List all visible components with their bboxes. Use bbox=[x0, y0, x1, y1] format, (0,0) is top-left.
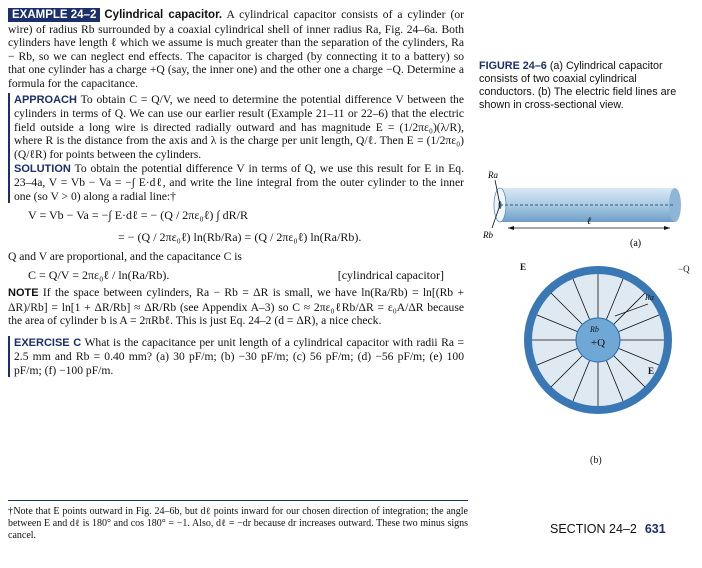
example-intro bbox=[8, 8, 464, 91]
section-label: SECTION 24–2 bbox=[550, 522, 637, 536]
solution-label: SOLUTION bbox=[14, 162, 71, 175]
equation-3: C = Q/V = 2πε₀ℓ / ln(Ra/Rb). bbox=[28, 267, 170, 282]
page-number: 631 bbox=[644, 522, 666, 536]
note-text: If the space between cylinders, Ra − Rb = ΔR is small, we have ln(Ra/Rb) = ln[(Rb + ΔR)/Rb] = ln[1 + ΔR/Rb] ≈ ΔR/Rb (see Appendix A–3) so C ≈ 2πε₀ℓRb/ΔR = ε₀A/ΔR because the area of cylinder b is A = 2πRbℓ. This is just Eq. 24–2 (d = ΔR), a nice check. bbox=[8, 285, 464, 328]
equation-block bbox=[8, 208, 464, 244]
proportional-text: Q and V are proportional, and the capacitance C is bbox=[8, 250, 242, 264]
length-arrow-right-head bbox=[664, 226, 670, 230]
footnote-rule bbox=[8, 500, 468, 501]
exercise-label: EXERCISE C bbox=[14, 336, 82, 349]
exercise-text: What is the capacitance per unit length of a cylindrical capacitor with radii Ra = 2.5 mm and Rb = 0.40 mm? (a) 30 pF/m; (b) −30 pF/m; (c) 56 pF/m; (d) −56 pF/m; (e) 100 pF/m; (f) −100 pF/m. bbox=[14, 335, 464, 377]
note-paragraph bbox=[8, 286, 464, 328]
equation-3-tag: [cylindrical capacitor] bbox=[337, 267, 444, 282]
figure-b-label: (b) bbox=[590, 455, 602, 466]
solution-block bbox=[8, 162, 464, 204]
rb-label-b: Rb bbox=[590, 325, 599, 334]
length-label: ℓ bbox=[587, 216, 592, 227]
figure-label: FIGURE 24–6 bbox=[479, 60, 547, 72]
page-footer bbox=[550, 522, 666, 536]
ra-label: Ra bbox=[488, 170, 498, 180]
ra-label-b: Ra bbox=[645, 293, 654, 302]
plus-q-label: +Q bbox=[590, 337, 606, 349]
example-intro-text: A cylindrical capacitor consists of a cylinder (or wire) of radius Rb surrounded by a coaxial cylindrical shell of inner radius Ra, Fig. 24–6a. Both cylinders have length ℓ which we assume is much greater than the separation of the cylinders, Ra − Rb, so we can neglect end effects. The capacitor is charged (by connecting it to a battery) so that one cylinder has a charge +Q (say, the inner one) and the other one a charge −Q. Determine a formula for the capacitance. bbox=[8, 8, 464, 90]
footnote: †Note that E points outward in Fig. 24–6b, but dℓ points inward for our chosen direction of integration; the angle between E and dℓ is 180° and cos 180° = −1. Also, dℓ = −dr because dr increases outward. These two minus signs cancel. bbox=[8, 506, 468, 541]
figure-a-label: (a) bbox=[630, 238, 642, 249]
figure-caption bbox=[479, 60, 689, 112]
minus-q-label: −Q bbox=[678, 264, 690, 274]
approach-text: To obtain C = Q/V, we need to determine the potential difference V between the cylinders in terms of Q. We can use our earlier result (Example 21–11 or 22–6) that the electric field outside a long wire is directed radially outward and has magnitude E = (1/2πε₀)(λ/R), where R is the distance from the axis and λ is the charge per unit length, Q/ℓ. Then E = (1/2πε₀)(Q/ℓR) for points between the cylinders. bbox=[14, 92, 464, 161]
length-arrow-left-head bbox=[508, 226, 514, 230]
example-title: Cylindrical capacitor. bbox=[104, 9, 223, 21]
equation-2: = − (Q / 2πε₀ℓ) ln(Rb/Ra) = (Q / 2πε₀ℓ) ln(Ra/Rb). bbox=[118, 230, 362, 245]
example-tag: EXAMPLE 24–2 bbox=[8, 8, 100, 22]
solution-text: To obtain the potential difference V in terms of Q, we use this result for E in Eq. 23–4a, V = Vb − Va = −∫ E·dℓ, and write the line integral from the outer cylinder to the inner one (so V > 0) along a radial line:† bbox=[14, 161, 464, 203]
main-column bbox=[8, 8, 464, 377]
exercise-block bbox=[8, 336, 464, 378]
field-e-label-right: E bbox=[648, 366, 655, 376]
capacitance-equation bbox=[8, 264, 464, 286]
figure-b-cross-section bbox=[520, 258, 690, 468]
field-e-label-left: E bbox=[520, 262, 527, 272]
approach-label: APPROACH bbox=[14, 93, 77, 106]
rb-label: Rb bbox=[483, 230, 493, 240]
note-label: NOTE bbox=[8, 286, 39, 299]
figure-caption-text: (a) Cylindrical capacitor consists of two coaxial cylindrical conductors. (b) The electric field lines are shown in cross-sectional view. bbox=[479, 60, 677, 111]
approach-block bbox=[8, 93, 464, 162]
equation-1: V = Vb − Va = −∫ E·dℓ = − (Q / 2πε₀ℓ) ∫ dR/R bbox=[28, 208, 248, 223]
figure-a-cylinder bbox=[480, 170, 690, 250]
